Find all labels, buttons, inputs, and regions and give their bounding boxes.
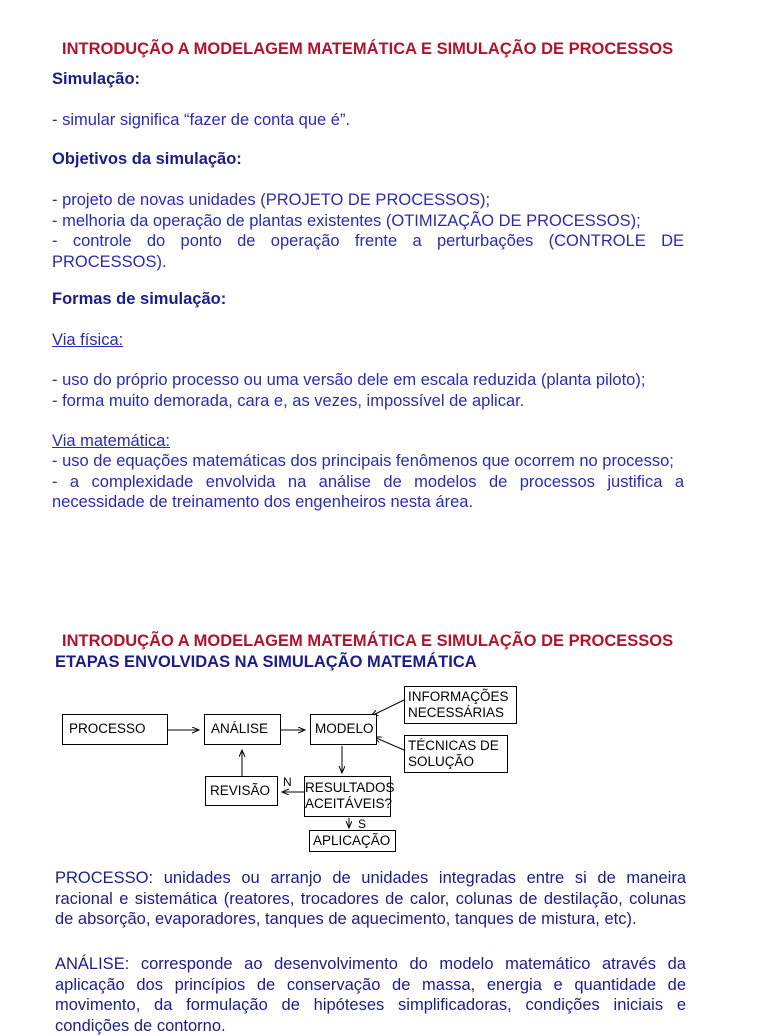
via-fisica-item: - uso do próprio processo ou uma versão dele em escala reduzida (planta piloto); [52, 371, 646, 389]
formas-heading: Formas de simulação: [52, 290, 227, 308]
resultados-box [304, 776, 395, 817]
via-matematica-item: - uso de equações matemáticas dos principais fenômenos que ocorrem no processo; [52, 452, 674, 470]
processo-description: PROCESSO: unidades ou arranjo de unidades integradas entre si de maneira racional e sistemática (reatores, trocadores de calor, colunas de destilação, colunas de absorção, evaporadores, tanques de aquecimento, tanques de mistura, etc). [55, 869, 686, 928]
modelo-box [310, 714, 377, 745]
objetivo-item: - melhoria da operação de plantas existentes (OTIMIZAÇÃO DE PROCESSOS); [52, 211, 641, 230]
resultados-label: ACEITÁVEIS? [305, 796, 393, 811]
arrow-tecnicas-modelo [374, 737, 404, 750]
analise-description: ANÁLISE: corresponde ao desenvolvimento do modelo matemático através da aplicação dos princípios de conservação de massa, energia e quantidade de movimento, da formulação de hipóteses simplificadoras, condições iniciais e condições de contorno. [55, 955, 686, 1035]
objetivo-item: - projeto de novas unidades (PROJETO DE PROCESSOS); [52, 191, 491, 209]
modelo-label: MODELO [315, 721, 374, 736]
yes-label: S [358, 817, 367, 831]
objetivos-heading: Objetivos da simulação: [52, 150, 242, 168]
no-label: N [283, 775, 292, 789]
via-fisica-item: - forma muito demorada, cara e, as vezes, impossível de aplicar. [52, 391, 525, 410]
tecnicas-box [404, 735, 508, 773]
resultados-label: RESULTADOS [305, 780, 395, 795]
aplicacao-label: APLICAÇÃO [313, 833, 391, 848]
informacoes-label: NECESSÁRIAS [408, 705, 505, 720]
page-title: INTRODUÇÃO A MODELAGEM MATEMÁTICA E SIMULAÇÃO DE PROCESSOS [62, 40, 674, 58]
processo-box [62, 714, 168, 745]
tecnicas-label: SOLUÇÃO [408, 754, 475, 769]
analise-label: ANÁLISE [211, 721, 269, 736]
revisao-label: REVISÃO [210, 783, 271, 798]
analise-box [204, 714, 281, 745]
processo-label: PROCESSO [69, 721, 146, 736]
via-fisica-heading: Via física: [52, 331, 124, 349]
revisao-box [205, 776, 278, 806]
simulacao-definition: - simular significa “fazer de conta que é”. [52, 111, 351, 129]
section-title: INTRODUÇÃO A MODELAGEM MATEMÁTICA E SIMULAÇÃO DE PROCESSOS [62, 632, 674, 650]
via-matematica-item: - a complexidade envolvida na análise de modelos de processos justifica a necessidade de treinamento dos engenheiros nesta área. [52, 472, 684, 511]
informacoes-box [404, 686, 517, 724]
via-matematica-heading: Via matemática: [52, 432, 170, 450]
informacoes-label: INFORMAÇÕES [408, 689, 509, 704]
aplicacao-box [309, 830, 396, 852]
tecnicas-label: TÉCNICAS DE [408, 738, 499, 753]
objetivo-item: - controle do ponto de operação frente a perturbações (CONTROLE DE PROCESSOS). [52, 232, 684, 271]
section-subtitle: ETAPAS ENVOLVIDAS NA SIMULAÇÃO MATEMÁTICA [55, 653, 477, 671]
simulacao-heading: Simulação: [52, 70, 141, 88]
